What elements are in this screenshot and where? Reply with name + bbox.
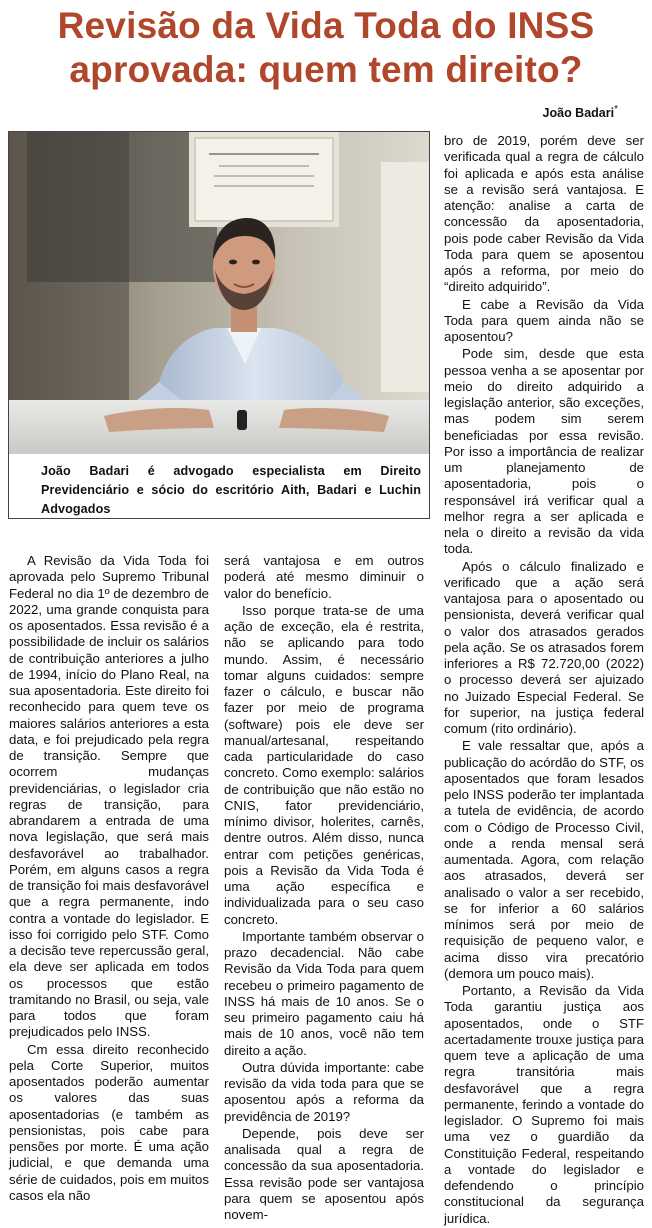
article-column-3 — [444, 133, 644, 1228]
paragraph: E vale ressaltar que, após a publicação do acórdão do STF, os aposentados que foram lesados pelo INSS poderão ter implantada a tutela de evidência, de acordo com o Código de Processo Civil, onde a renda mensal será aumentada. Agora, com relação aos atrasados, deverá ser analisado o valor a ser recebido, se for inferior a 60 salários mínimos será por meio de requisição de pequeno valor, e acima disso vira precatório (demora um pouco mais). — [444, 738, 644, 981]
paragraph: Portanto, a Revisão da Vida Toda garantiu justiça aos aposentados, onde o STF acertadamente trouxe justiça para quem teve a aplicação de uma regra transitória mais desfavorável que a regra permanente, ferindo a vontade do legislador. O Supremo foi mais uma vez o guardião da Constituição Federal, respeitando a vontade do legislador e defendendo o princípio constitucional da segurança jurídica. — [444, 983, 644, 1226]
author-byline — [543, 104, 618, 120]
photo-frame — [8, 131, 430, 519]
paragraph: bro de 2019, porém deve ser verificada qual a regra de cálculo foi aplicada e após esta análise se a revisão será vantajosa. E atenção: analise a carta de concessão da aposentadoria, pois pode caber Revisão da Vida Toda para quem se aposentou após a reforma, por meio do “direito adquirido”. — [444, 133, 644, 295]
paragraph: Importante também observar o prazo decadencial. Não cabe Revisão da Vida Toda para quem recebeu o primeiro pagamento de INSS há mais de 10 anos. Se o seu primeiro pagamento caiu há mais de 10 anos, você não tem direito a ação. — [224, 928, 424, 1058]
paragraph: será vantajosa e em outros poderá até mesmo diminuir o valor do benefício. — [224, 553, 424, 601]
paragraph: E cabe a Revisão da Vida Toda para quem ainda não se aposentou? — [444, 296, 644, 344]
article-title-line-2: aprovada: quem tem direito? — [69, 49, 583, 90]
paragraph: Outra dúvida importante: cabe revisão da vida toda para que se aposentou após a reforma da previdência de 2019? — [224, 1059, 424, 1124]
article-column-2 — [224, 553, 424, 1224]
author-photo — [9, 132, 429, 454]
paragraph: Após o cálculo finalizado e verificado que a ação será vantajosa para o aposentado ou pensionista, deverá verificar qual o valor dos atrasados gerados pela ação. Se os atrasados forem inferiores a R$ 72.720,00 (2022) o processo deverá ser ajuizado no Juizado Especial Federal. Se for superior, na justiça federal comum (rito ordinário). — [444, 558, 644, 736]
author-footnote-mark: * — [614, 104, 618, 115]
paragraph: Cm essa direito reconhecido pela Corte Superior, muitos aposentados poderão aumentar os valores das suas aposentadorias (e também as pensionistas, pois cabe para pensões por morte. É uma ação judicial, e que demanda uma série de cuidados, pois em muitos casos ela não — [9, 1041, 209, 1203]
author-name: João Badari — [542, 106, 615, 121]
paragraph: Isso porque trata-se de uma ação de exceção, ela é restrita, não se aplicando para todo mundo. Assim, é necessário tomar alguns cuidados: sempre fazer o cálculo, e buscar não fazer por meio de programa (software) pois ele deve ser manual/artesanal, respeitando cada particularidade do caso concreto. Como exemplo: salários de contribuição que não estão no CNIS, fator previdenciário, mínimo divisor, holerites, carnês, dentre outros. Além disso, nunca entrar com petições genéricas, pois a Revisão da Vida Toda é uma ação específica e individualizada para o seu caso concreto. — [224, 602, 424, 927]
article-title-line-1: Revisão da Vida Toda do INSS — [57, 5, 595, 46]
article-title — [0, 4, 652, 92]
photo-caption: João Badari é advogado especialista em Direito Previdenciário e sócio do escritório Aith, Badari e Luchin Advogados — [41, 464, 421, 516]
paragraph: Pode sim, desde que esta pessoa venha a se aposentar por meio do direito adquirido a legislação anterior, são exceções, mas podem sim serem beneficiadas por essa revisão. Por isso a importância de realizar um planejamento de aposentadoria, pois o responsável irá verificar qual a melhor regra a ser aplicada e nela o direito a revisão da vida toda. — [444, 346, 644, 557]
article-column-1 — [9, 553, 209, 1205]
paragraph: Depende, pois deve ser analisada qual a regra de concessão da sua aposentadoria. Essa revisão pode ser vantajosa para quem se aposentou após novem- — [224, 1125, 424, 1222]
paragraph: A Revisão da Vida Toda foi aprovada pelo Supremo Tribunal Federal no dia 1º de dezembro de 2022, uma grande conquista para os aposentados. Essa revisão é a possibilidade de incluir os salários de contribuição anteriores a julho de 1994, início do Plano Real, na sua aposentadoria. Este direito foi reconhecido para quem teve os maiores salários anteriores a esta data, e foi prejudicado pela regra de transição. Sempre que ocorrem mudanças previdenciárias, o legislador cria regras de transição, para abrandarem a entrada de uma nova legislação, que será mais desfavorável ao trabalhador. Porém, em alguns casos a regra de transição foi mais desfavorável que a regra permanente, indo contra a vontade do legislador. E isso foi corrigido pelo STF. Como a decisão teve repercussão geral, ela deve ser aplicada em todos os processos que estão tramitando no Brasil, ou seja, vale para todos que foram prejudicados pelo INSS. — [9, 553, 209, 1040]
